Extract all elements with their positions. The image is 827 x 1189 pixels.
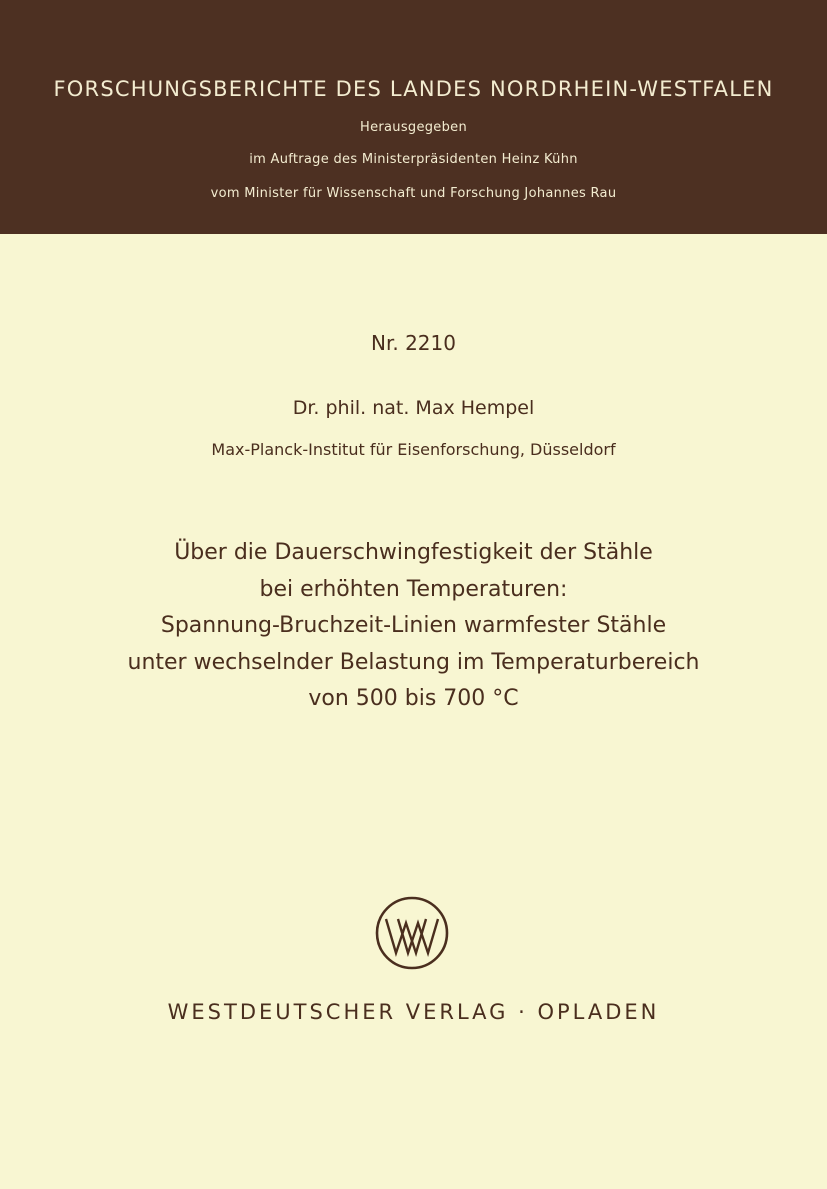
editor-label: Herausgegeben (360, 120, 467, 135)
report-number: Nr. 2210 (371, 331, 456, 355)
title-line: unter wechselnder Belastung im Temperaturbereich (127, 649, 700, 675)
publisher-logo-icon (374, 895, 450, 971)
commission-line: im Auftrage des Ministerpräsidenten Heinz Kühn (249, 152, 578, 167)
series-title: FORSCHUNGSBERICHTE DES LANDES NORDRHEIN-WESTFALEN (53, 77, 774, 101)
author-institute: Max-Planck-Institut für Eisenforschung, Düsseldorf (211, 440, 616, 459)
publisher-name: WESTDEUTSCHER VERLAG · OPLADEN (167, 1000, 660, 1024)
title-line: Über die Dauerschwingfestigkeit der Stähle (174, 540, 653, 565)
minister-line: vom Minister für Wissenschaft und Forschung Johannes Rau (210, 186, 617, 201)
title-line: bei erhöhten Temperaturen: (259, 576, 568, 602)
author-name: Dr. phil. nat. Max Hempel (292, 397, 535, 419)
series-header (0, 0, 827, 234)
title-line: Spannung-Bruchzeit-Linien warmfester Stähle (160, 613, 667, 638)
report-title (0, 535, 827, 718)
title-line: von 500 bis 700 °C (308, 686, 519, 711)
